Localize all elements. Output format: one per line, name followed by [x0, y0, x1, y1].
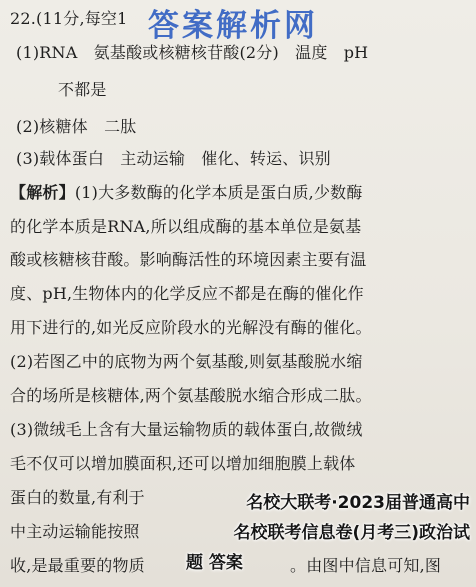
analysis-line: 合的场所是核糖体,两个氨基酸脱水缩合形成二肽。: [10, 386, 372, 405]
watermark-text: 答案解析网: [148, 8, 318, 44]
question-header: 22.(11分,每空1: [10, 9, 128, 28]
analysis-line: 用下进行的,如光反应阶段水的光解没有酶的催化。: [10, 318, 372, 337]
answer-line-3: (2)核糖体 二肽: [16, 117, 137, 136]
analysis-first-line: [10, 180, 363, 203]
analysis-line: (2)若图乙中的底物为两个氨基酸,则氨基酸脱水缩: [10, 352, 363, 371]
analysis-line: 度、pH,生物体内的化学反应不都是在酶的催化作: [10, 284, 364, 303]
analysis-line: 。由图中信息可知,图: [290, 556, 442, 575]
analysis-line: 收,是最重要的物质: [10, 556, 145, 575]
answer-line-4: (3)载体蛋白 主动运输 催化、转运、识别: [16, 149, 331, 168]
analysis-line: 毛不仅可以增加膜面积,还可以增加细胞膜上载体: [10, 454, 356, 473]
overlay-caption-line-1: 名校大联考·2023届普通高中: [246, 493, 470, 513]
analysis-line: 中主动运输能按照: [10, 522, 140, 541]
answer-line-1: (1)RNA 氨基酸或核糖核苷酸(2分) 温度 pH: [16, 43, 369, 62]
overlay-caption-line-2: 名校联考信息卷(月考三)政治试: [233, 523, 470, 543]
overlay-caption-line-3: 题 答案: [186, 553, 243, 573]
analysis-line: 的化学本质是RNA,所以组成酶的基本单位是氨基: [10, 217, 362, 236]
answer-line-2: 不都是: [58, 80, 107, 99]
analysis-tag: 【解析】: [10, 183, 75, 202]
analysis-line: (3)微绒毛上含有大量运输物质的载体蛋白,故微绒: [10, 420, 363, 439]
analysis-line: 蛋白的数量,有利于: [10, 488, 145, 507]
analysis-text: (1)大多数酶的化学本质是蛋白质,少数酶: [74, 183, 363, 202]
analysis-line: 酸或核糖核苷酸。影响酶活性的环境因素主要有温: [10, 250, 367, 269]
